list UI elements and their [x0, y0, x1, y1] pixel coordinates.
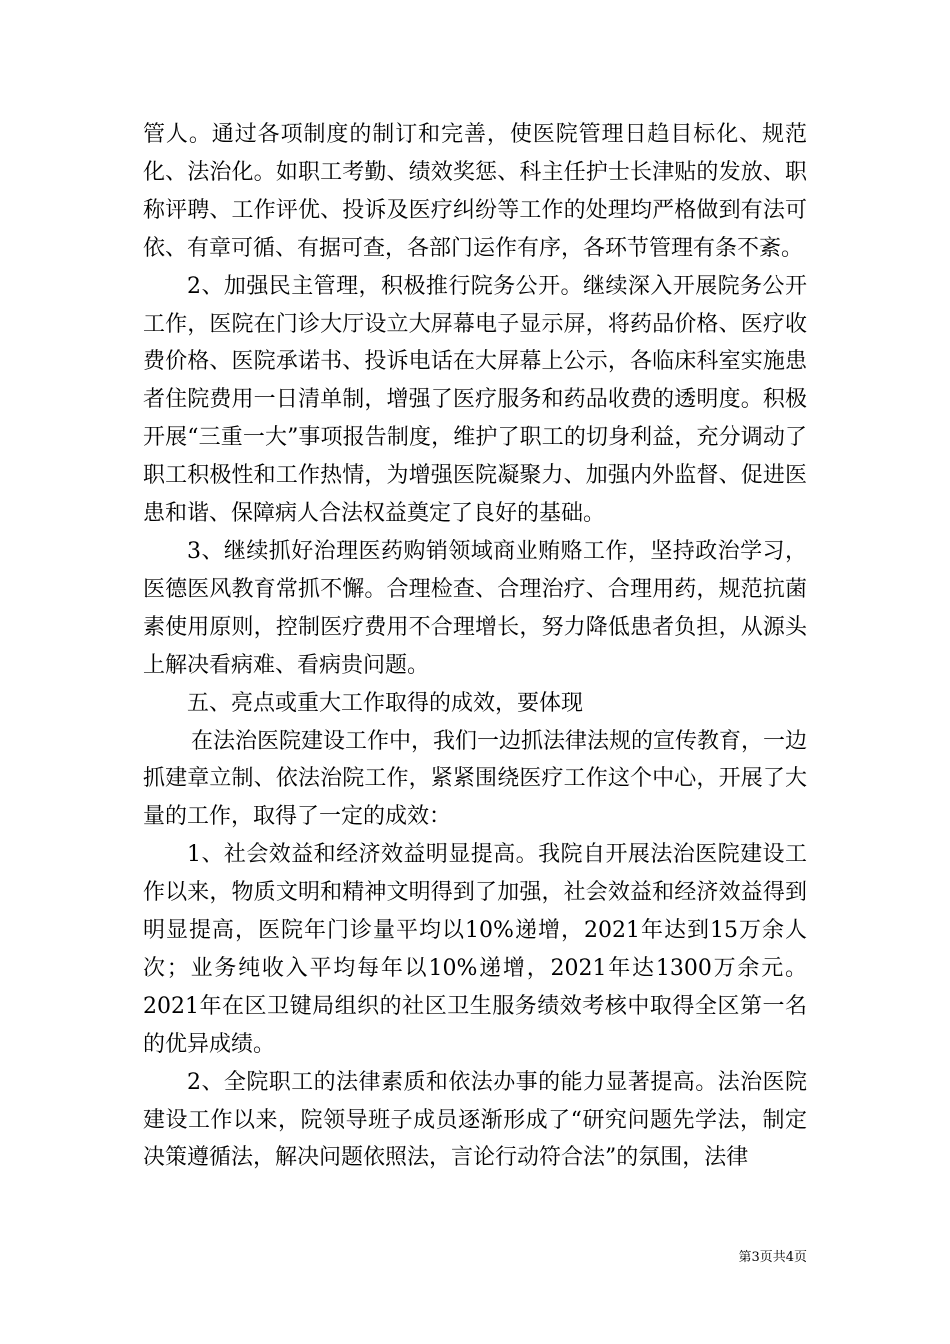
paragraph-anti-bribery: 3、继续抓好治理医药购销领域商业贿赂工作，坚持政治学习，医德医风教育常抓不懈。合理检查、合理治疗、合理用药，规范抗菌素使用原则，控制医疗费用不合理增长，努力降低患者负担，从源头上解决看病难、看病贵问题。: [143, 538, 807, 678]
paragraph-achievements-intro: 在法治医院建设工作中，我们一边抓法律法规的宣传教育，一边抓建章立制、依法治院工作，紧紧围绕医疗工作这个中心，开展了大量的工作，取得了一定的成效：: [143, 728, 808, 830]
page-number-footer: 第3页共4页: [738, 1250, 807, 1265]
paragraph-democratic-management: 2、加强民主管理，积极推行院务公开。继续深入开展院务公开工作，医院在门诊大厅设立大屏幕电子显示屏，将药品价格、医疗收费价格、医院承诺书、投诉电话在大屏幕上公示，各临床科室实施患者住院费用一日清单制，增强了医疗服务和药品收费的透明度。积极开展“三重一大”事项报告制度，维护了职工的切身利益，充分调动了职工积极性和工作热情，为增强医院凝聚力、加强内外监督、促进医患和谐、保障病人合法权益奠定了良好的基础。: [143, 273, 807, 527]
paragraph-social-economic-benefits: 1、社会效益和经济效益明显提高。我院自开展法治医院建设工作以来，物质文明和精神文明得到了加强，社会效益和经济效益得到明显提高，医院年门诊量平均以10%递增，2021年达到15万余人次；业务纯收入平均每年以10%递增，2021年达1300万余元。2021年在区卫键局组织的社区卫生服务绩效考核中取得全区第一名的优异成绩。: [143, 842, 807, 1057]
section-heading-highlights: 五、亮点或重大工作取得的成效，要体现: [187, 690, 584, 716]
document-body: [143, 116, 807, 1177]
paragraph-continuation: 管人。通过各项制度的制订和完善，使医院管理日趋目标化、规范化、法治化。如职工考勤、绩效奖惩、科主任护士长津贴的发放、职称评聘、工作评优、投诉及医疗纠纷等工作的处理均严格做到有法可依、有章可循、有据可查，各部门运作有序，各环节管理有条不紊。: [143, 122, 807, 261]
paragraph-legal-literacy: 2、全院职工的法律素质和依法办事的能力显著提高。法治医院建设工作以来，院领导班子成员逐渐形成了“研究问题先学法，制定决策遵循法，解决问题依照法，言论行动符合法”的氛围，法律: [143, 1069, 807, 1171]
